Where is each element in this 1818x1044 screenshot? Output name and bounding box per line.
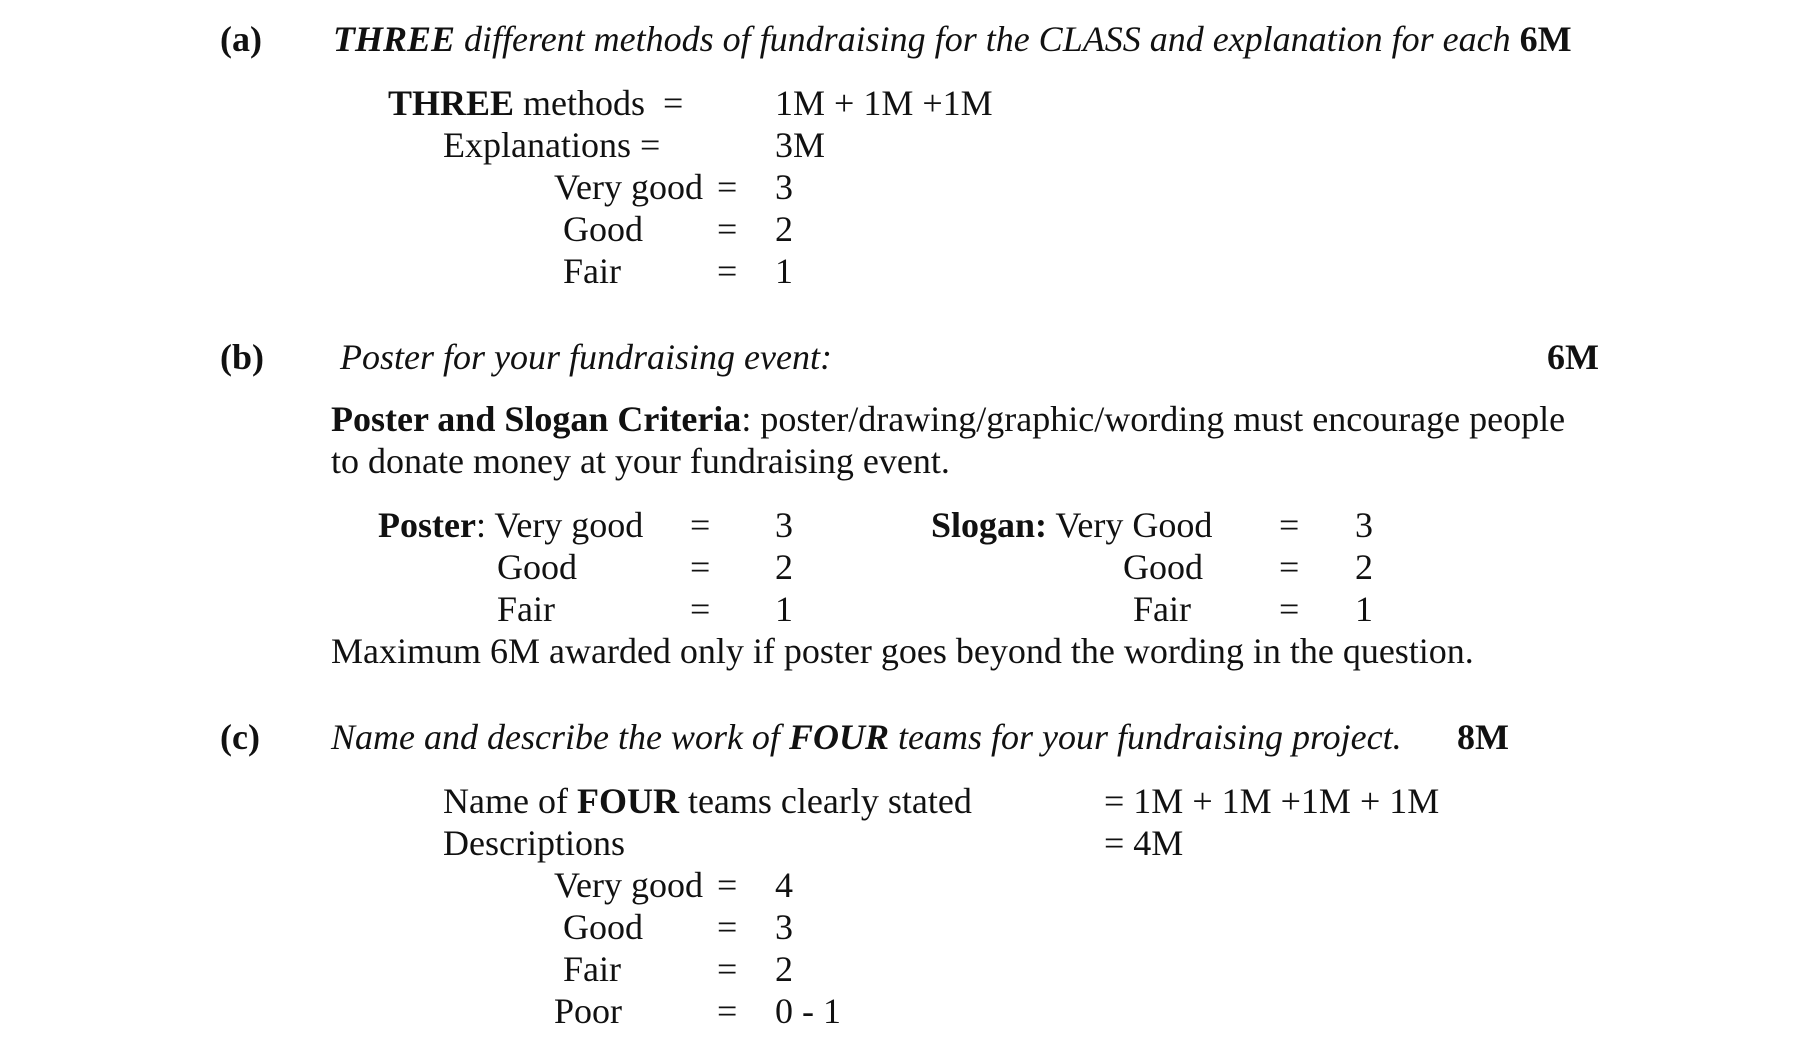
- a-scale-eq: =: [717, 209, 738, 249]
- b-slogan-scale-eq: =: [1279, 547, 1300, 587]
- section-b-question: Poster for your fundraising event:: [340, 337, 832, 377]
- b-poster-colon: :: [475, 505, 486, 545]
- b-criteria-line2: to donate money at your fundraising event.: [331, 441, 950, 481]
- a-scale-eq: =: [717, 251, 738, 291]
- a-scale-value: 1: [775, 251, 793, 291]
- b-poster-scale-label: Fair: [497, 589, 555, 629]
- section-a-question-bold: THREE: [333, 19, 456, 59]
- a-methods-bold: THREE: [388, 83, 515, 123]
- a-methods-value: 1M + 1M +1M: [775, 83, 993, 123]
- a-methods-rest: methods: [514, 83, 646, 123]
- a-scale-value: 3: [775, 167, 793, 207]
- section-a-marks: 6M: [1519, 19, 1572, 59]
- c-names-post: teams clearly stated: [678, 781, 972, 821]
- c-names-label: [443, 780, 972, 822]
- c-names-value: = 1M + 1M +1M + 1M: [1104, 781, 1440, 821]
- a-scale-value: 2: [775, 209, 793, 249]
- b-slogan-scale-label: Good: [1123, 547, 1203, 587]
- section-c-marks: 8M: [1457, 717, 1509, 757]
- b-slogan-scale-eq: =: [1279, 505, 1300, 545]
- a-methods-label: [388, 82, 645, 124]
- b-poster-row: [378, 504, 643, 546]
- b-poster-scale-value: 2: [775, 547, 793, 587]
- c-scale-value: 4: [775, 865, 793, 905]
- a-scale-label: Fair: [563, 251, 621, 291]
- c-scale-value: 0 - 1: [775, 991, 841, 1031]
- a-scale-label: Good: [563, 209, 643, 249]
- c-scale-value: 2: [775, 949, 793, 989]
- section-c-question-bold: FOUR: [788, 717, 889, 757]
- section-c-question-post: teams for your fundraising project.: [888, 717, 1402, 757]
- c-scale-eq: =: [717, 991, 738, 1031]
- c-scale-eq: =: [717, 865, 738, 905]
- b-slogan-row: [931, 504, 1212, 546]
- c-scale-eq: =: [717, 949, 738, 989]
- b-poster-scale-label: Very good: [494, 505, 644, 545]
- c-names-pre: Name of: [443, 781, 577, 821]
- c-descriptions-value: = 4M: [1104, 823, 1184, 863]
- b-slogan-scale-value: 2: [1355, 547, 1373, 587]
- b-poster-scale-eq: =: [690, 505, 711, 545]
- b-poster-scale-eq: =: [690, 547, 711, 587]
- section-a-question-text: different methods of fundraising for the CLASS and explanation for each: [455, 19, 1520, 59]
- a-explanations-value: 3M: [775, 125, 826, 165]
- a-explanations-label: Explanations =: [443, 125, 661, 165]
- b-slogan-scale-eq: =: [1279, 589, 1300, 629]
- b-criteria-bold: Poster and Slogan Criteria: [331, 399, 742, 439]
- a-scale-eq: =: [717, 167, 738, 207]
- b-poster-heading: Poster: [378, 505, 476, 545]
- c-scale-value: 3: [775, 907, 793, 947]
- section-a-question: [333, 18, 1572, 60]
- c-names-bold: FOUR: [576, 781, 679, 821]
- c-scale-label: Fair: [563, 949, 621, 989]
- c-scale-label: Good: [563, 907, 643, 947]
- b-poster-scale-value: 1: [775, 589, 793, 629]
- b-criteria-line1: [331, 398, 1565, 440]
- c-scale-label: Poor: [554, 991, 623, 1031]
- b-poster-scale-value: 3: [775, 505, 793, 545]
- section-b-marks: 6M: [1547, 337, 1599, 377]
- section-c-label: (c): [220, 717, 260, 757]
- section-c-question: [331, 716, 1402, 758]
- section-a-label: (a): [220, 19, 262, 59]
- section-c-question-pre: Name and describe the work of: [331, 717, 789, 757]
- b-slogan-scale-label: Very Good: [1055, 505, 1213, 545]
- b-slogan-scale-label: Fair: [1133, 589, 1191, 629]
- a-scale-label: Very good: [554, 167, 703, 207]
- c-descriptions-label: Descriptions: [443, 823, 625, 863]
- a-methods-eq: =: [663, 83, 684, 123]
- c-scale-eq: =: [717, 907, 738, 947]
- section-b-label: (b): [220, 337, 264, 377]
- b-maximum-note: Maximum 6M awarded only if poster goes beyond the wording in the question.: [331, 631, 1474, 671]
- b-slogan-heading: Slogan:: [931, 505, 1048, 545]
- b-criteria-rest: : poster/drawing/graphic/wording must encourage people: [741, 399, 1566, 439]
- c-scale-label: Very good: [554, 865, 703, 905]
- b-poster-scale-label: Good: [497, 547, 577, 587]
- b-slogan-scale-value: 3: [1355, 505, 1373, 545]
- b-slogan-scale-value: 1: [1355, 589, 1373, 629]
- b-poster-scale-eq: =: [690, 589, 711, 629]
